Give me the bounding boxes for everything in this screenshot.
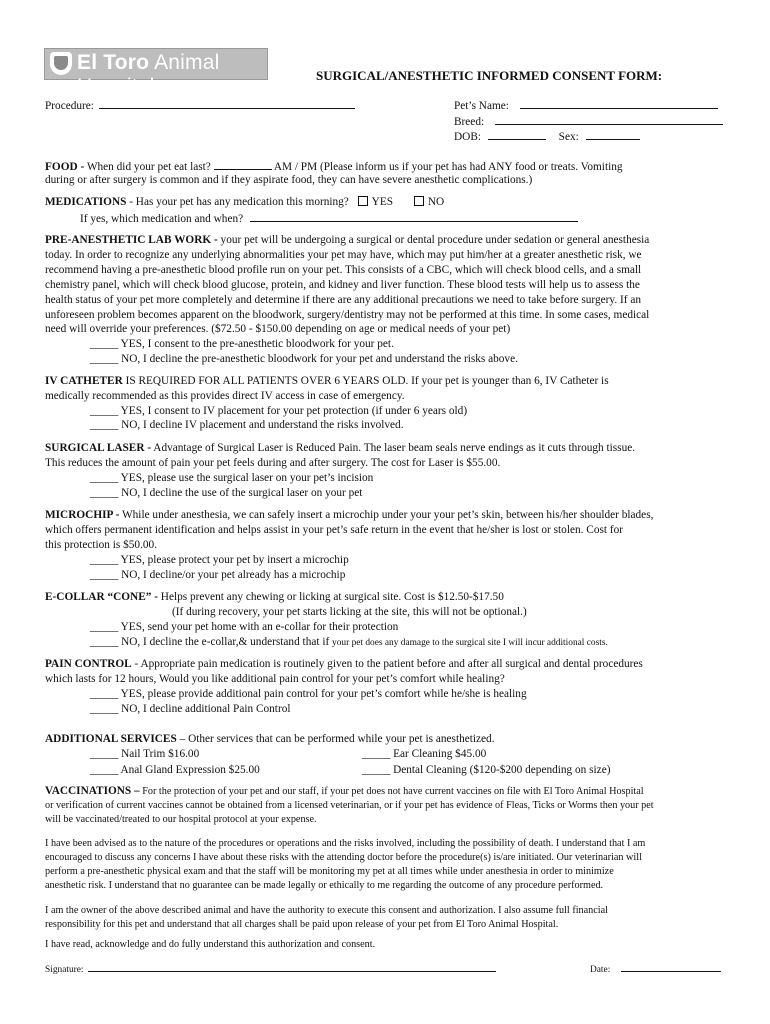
advised-line-2: encouraged to discuss any concerns I have about these risks with the attending doctor before the procedure(s) is/are initiated. Our veterinarian will	[45, 852, 642, 863]
prelab-yes-option[interactable]: _____ YES, I consent to the pre-anesthetic bloodwork for your pet.	[90, 338, 394, 350]
pain-yes-option[interactable]: _____ YES, please provide additional pain control for your pet’s comfort while he/she is healing	[90, 688, 527, 700]
iv-yes-option[interactable]: _____ YES, I consent to IV placement for your pet protection (if under 6 years old)	[90, 405, 468, 417]
logo-name-bold: El Toro	[77, 51, 150, 74]
ecollar-no-option[interactable]: _____ NO, I decline the e-collar,& understand that if your pet does any damage to the surgical site I will incur additional costs.	[90, 636, 608, 648]
medications-line-1	[45, 195, 444, 210]
medications-heading: MEDICATIONS	[45, 196, 127, 208]
logo-name-rest: Animal Hospital	[77, 51, 220, 98]
owner-line-1: I am the owner of the above described animal and have the authority to execute this consent and authorization. I also assume full financial	[45, 905, 608, 916]
medications-no-label: NO	[427, 196, 445, 208]
medications-yes-label: YES	[371, 196, 393, 208]
dob-sex-field	[454, 128, 640, 145]
nail-trim-option[interactable]: _____ Nail Trim $16.00	[90, 748, 200, 760]
medications-no-checkbox[interactable]	[414, 196, 424, 206]
dob-label: DOB:	[454, 131, 481, 143]
prelab-no-option[interactable]: _____ NO, I decline the pre-anesthetic bloodwork for your pet and understand the risks above.	[90, 353, 518, 365]
sex-input[interactable]	[586, 128, 640, 140]
food-question-cont: AM / PM (Please inform us if your pet has had ANY food or treats. Vomiting	[273, 161, 623, 173]
procedure-input[interactable]	[99, 97, 355, 109]
advised-line-1: I have been advised as to the nature of the procedures or operations and the risks involved, including the possibility of death. I understand that I am	[45, 838, 646, 849]
microchip-line-2: which offers permanent identification and helps assist in your pet’s safe return in the event that he/sher is lost or stolen. Cost for	[45, 524, 623, 536]
acknowledgement-text: I have read, acknowledge and do fully understand this authorization and consent.	[45, 939, 376, 950]
prelab-line-3: recommend having a pre-anesthetic blood profile run on your pet. This consists of a CBC, which will check blood cells, and a small	[45, 264, 642, 276]
date-field	[590, 962, 721, 975]
prelab-line-5: health status of your pet more completely and determine if there are any additional precautions we need to take before surgery. If an	[45, 294, 641, 306]
pets-name-field	[454, 97, 718, 114]
additional-services-line: ADDITIONAL SERVICES – Other services that can be performed while your pet is anesthetized.	[45, 733, 495, 745]
microchip-yes-option[interactable]: _____ YES, please protect your pet by insert a microchip	[90, 554, 349, 566]
laser-no-option[interactable]: _____ NO, I decline the use of the surgical laser on your pet	[90, 487, 363, 499]
food-line-2: during or after surgery is common and if they aspirate food, they can have severe anesthetic complications.)	[45, 174, 533, 186]
dental-cleaning-option[interactable]: _____ Dental Cleaning ($120-$200 depending on size)	[362, 764, 611, 776]
prelab-line-6: unforeseen problem becomes apparent on the bloodwork, surgery/dentistry may not be performed at this time. In some cases, medical	[45, 309, 650, 321]
dob-input[interactable]	[488, 128, 546, 140]
form-title: SURGICAL/ANESTHETIC INFORMED CONSENT FORM:	[316, 68, 663, 83]
prelab-line-1: PRE-ANESTHETIC LAB WORK - your pet will be undergoing a surgical or dental procedure under sedation or general anesthesia	[45, 234, 650, 246]
procedure-field	[45, 97, 355, 114]
sex-label: Sex:	[558, 131, 579, 143]
signature-field	[45, 962, 496, 975]
prelab-heading: PRE-ANESTHETIC LAB WORK -	[45, 234, 218, 246]
medications-question: - Has your pet has any medication this morning?	[126, 196, 349, 208]
date-label: Date:	[590, 965, 611, 975]
advised-line-4: anesthetic risk. I understand that no guarantee can be made legally or ethically to me regarding the outcome of any procedure performed.	[45, 880, 604, 891]
pain-line-1: PAIN CONTROL - Appropriate pain medication is routinely given to the patient before and after all surgical and dental procedures	[45, 658, 643, 670]
procedure-label: Procedure:	[45, 100, 94, 112]
ecollar-line-2: (If during recovery, your pet starts licking at the site, this will not be optional.)	[172, 606, 527, 618]
pets-name-input[interactable]	[520, 97, 718, 109]
ecollar-yes-option[interactable]: _____ YES, send your pet home with an e-collar for their protection	[90, 621, 399, 633]
vaccinations-heading: VACCINATIONS –	[45, 785, 140, 797]
laser-line-1: SURGICAL LASER - Advantage of Surgical Laser is Reduced Pain. The laser beam seals nerve endings as it cuts through tissue.	[45, 442, 636, 454]
microchip-line-1: MICROCHIP - While under anesthesia, we can safely insert a microchip under your your pet’s skin, between his/her shoulder blades,	[45, 509, 654, 521]
iv-heading: IV CATHETER	[45, 375, 123, 387]
prelab-line-7: need will override your preferences. ($72.50 - $150.00 depending on age or medical needs of your pet)	[45, 323, 511, 335]
food-question: When did your pet eat last?	[86, 161, 211, 173]
date-input[interactable]	[621, 962, 721, 972]
food-time-input[interactable]	[214, 158, 272, 170]
laser-heading: SURGICAL LASER -	[45, 442, 152, 454]
owner-line-2: responsibility for this pet and understand that all charges shall be paid upon release of your pet from El Toro Animal Hospital.	[45, 919, 559, 930]
bull-logo-icon	[50, 52, 72, 75]
anal-gland-option[interactable]: _____ Anal Gland Expression $25.00	[90, 764, 260, 776]
ecollar-heading: E-COLLAR “CONE” -	[45, 591, 158, 603]
advised-line-3: perform a pre-anesthetic physical exam and that the staff will be monitoring my pet at all times while under anesthesia in order to minimize	[45, 866, 614, 877]
medications-yes-checkbox[interactable]	[358, 196, 368, 206]
pain-line-2: which lasts for 12 hours, Would you like additional pain control for your pet’s comfort while healing?	[45, 673, 505, 685]
pain-no-option[interactable]: _____ NO, I decline additional Pain Control	[90, 703, 291, 715]
microchip-heading: MICROCHIP -	[45, 509, 120, 521]
pain-heading: PAIN CONTROL	[45, 658, 132, 670]
food-heading: FOOD -	[45, 161, 85, 173]
additional-services-heading: ADDITIONAL SERVICES	[45, 733, 177, 745]
medications-which-input[interactable]	[250, 210, 578, 222]
vaccinations-line-3: will be vaccinated/treated to our hospital protocol at your expense.	[45, 814, 317, 825]
ear-cleaning-option[interactable]: _____ Ear Cleaning $45.00	[362, 748, 487, 760]
breed-label: Breed:	[454, 116, 485, 128]
pets-name-label: Pet’s Name:	[454, 100, 509, 112]
iv-no-option[interactable]: _____ NO, I decline IV placement and understand the risks involved.	[90, 419, 404, 431]
breed-input[interactable]	[495, 113, 723, 125]
prelab-line-4: chemistry panel, which will check blood glucose, protein, and kidney and liver function. These blood tests will help us to assess the	[45, 279, 640, 291]
ecollar-line-1: E-COLLAR “CONE” - Helps prevent any chewing or licking at surgical site. Cost is $12.50-$17.50	[45, 591, 504, 603]
laser-yes-option[interactable]: _____ YES, please use the surgical laser on your pet’s incision	[90, 472, 374, 484]
hospital-logo	[44, 48, 268, 98]
signature-input[interactable]	[88, 962, 496, 972]
prelab-line-2: today. In order to recognize any underlying abnormalities your pet may have, which may put him/her at a greater anesthetic risk, we	[45, 249, 642, 261]
medications-which-label: If yes, which medication and when?	[80, 213, 244, 225]
vaccinations-line-2: or verification of current vaccines cannot be obtained from a licensed veterinarian, or if your pet has evidence of Fleas, Ticks or Worms then your pet	[45, 800, 654, 811]
iv-line-1: IV CATHETER IS REQUIRED FOR ALL PATIENTS OVER 6 YEARS OLD. If your pet is younger than 6, IV Catheter is	[45, 375, 609, 387]
microchip-no-option[interactable]: _____ NO, I decline/or your pet already has a microchip	[90, 569, 346, 581]
laser-line-2: This reduces the amount of pain your pet feels during and after surgery. The cost for Laser is $55.00.	[45, 457, 501, 469]
signature-label: Signature:	[45, 965, 84, 975]
medications-line-2	[80, 210, 578, 227]
microchip-line-3: this protection is $50.00.	[45, 539, 158, 551]
iv-line-2: medically recommended as this provides direct IV access in case of emergency.	[45, 390, 405, 402]
vaccinations-line-1: VACCINATIONS – For the protection of your pet and our staff, if your pet does not have current vaccines on file with El Toro Animal Hospital	[45, 785, 644, 797]
